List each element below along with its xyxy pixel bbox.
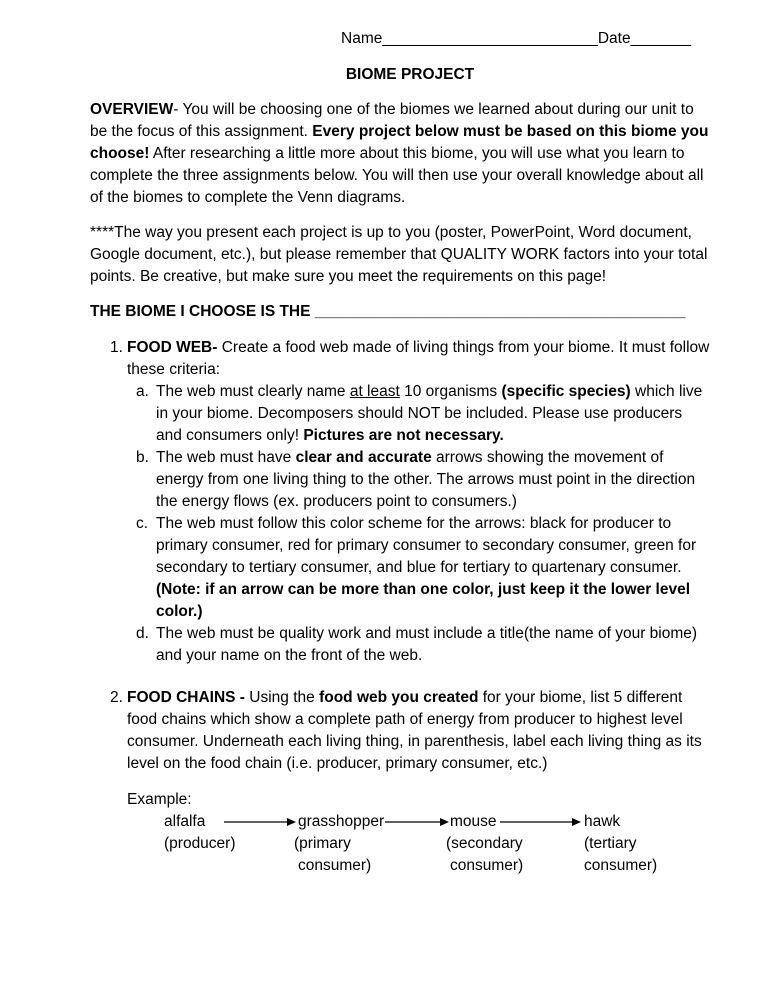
example-block xyxy=(127,789,710,877)
example-label: Example: xyxy=(127,791,192,808)
overview-text-2: After researching a little more about this biome, you will use what you learn to complete the three assignments below. You will then use your overall knowledge about all of the biomes to complete the Venn diagrams. xyxy=(90,145,704,206)
criterion-c xyxy=(90,513,710,623)
overview-label: OVERVIEW xyxy=(90,101,174,118)
section-text: for your biome, list 5 different food chains which show a complete path of energy from producer to highest level consumer. Underneath each living thing, in parenthesis, label each living thing as its level on the food chain (i.e. producer, primary consumer, etc.) xyxy=(127,689,702,772)
section-label: FOOD WEB- xyxy=(127,339,218,356)
section-bold: food web you created xyxy=(319,689,479,706)
criterion-text: The web must have xyxy=(156,449,296,466)
criterion-letter: d. xyxy=(136,625,149,642)
criterion-bold: (specific species) xyxy=(501,383,631,400)
criterion-text: The web must clearly name xyxy=(156,383,350,400)
organism-name: hawk xyxy=(584,813,621,830)
criterion-text: arrows showing the movement of energy from one living thing to the other. The arrows must point in the direction the energy flows (ex. producers point to consumers.) xyxy=(156,449,696,510)
organism-level: consumer) xyxy=(298,857,372,874)
criterion-text: 10 organisms xyxy=(399,383,502,400)
section-food-web xyxy=(90,337,710,667)
arrow-icon xyxy=(224,818,296,826)
section-label: FOOD CHAINS - xyxy=(127,689,250,706)
organism-name: mouse xyxy=(450,813,497,830)
criterion-a xyxy=(90,381,710,447)
overview-paragraph xyxy=(90,99,710,209)
section-intro-text: Create a food web made of living things from your biome. It must follow these criteria: xyxy=(127,339,710,378)
criterion-b xyxy=(90,447,710,513)
section-number: 2. xyxy=(110,689,123,706)
organism-level: consumer) xyxy=(450,857,524,874)
organism-name: alfalfa xyxy=(164,813,206,830)
page-title: BIOME PROJECT xyxy=(345,66,475,83)
worksheet-page xyxy=(90,28,710,877)
section-text: Using the xyxy=(249,689,320,706)
arrow-icon xyxy=(500,818,581,826)
criterion-bold: (Note: if an arrow can be more than one color, just keep it the lower level color.) xyxy=(156,581,691,620)
criterion-text: which live in your biome. Decomposers should NOT be included. Please use producers and consumers only! xyxy=(156,383,703,444)
organism-level: (primary xyxy=(294,835,351,852)
organism-level: consumer) xyxy=(584,857,658,874)
criterion-letter: b. xyxy=(136,449,149,466)
section-number: 1. xyxy=(110,339,123,356)
organism-name: grasshopper xyxy=(298,813,385,830)
chain-arrows xyxy=(127,811,647,841)
overview-text-1: - You will be choosing one of the biomes we learned about during our unit to be the focus of this assignment. xyxy=(90,101,694,140)
organism-level: (secondary xyxy=(446,835,523,852)
organism-level: (producer) xyxy=(164,835,236,852)
biome-choice-line: THE BIOME I CHOOSE IS THE ___________________________________________ xyxy=(90,303,686,320)
name-date-line: Name_________________________Date_______ xyxy=(341,30,691,47)
presentation-note: ****The way you present each project is up to you (poster, PowerPoint, Word document, Google document, etc.), but please remember that QUALITY WORK factors into your total points. Be creative, but make sure you meet the requirements on this page! xyxy=(90,224,708,285)
arrow-icon xyxy=(385,818,449,826)
criterion-underline: at least xyxy=(349,383,400,400)
section-intro xyxy=(127,337,710,381)
criterion-bold: clear and accurate xyxy=(295,449,432,466)
criterion-d xyxy=(90,623,710,667)
criterion-text: The web must be quality work and must include a title(the name of your biome) and your name on the front of the web. xyxy=(156,625,698,664)
section-food-chains xyxy=(90,687,710,775)
criterion-bold: Pictures are not necessary. xyxy=(303,427,504,444)
criterion-letter: c. xyxy=(136,515,149,532)
example-food-chain xyxy=(127,811,710,877)
organism-level: (tertiary xyxy=(584,835,637,852)
criterion-letter: a. xyxy=(136,383,149,400)
overview-emphasis: Every project below must be based on this biome you choose! xyxy=(90,123,709,162)
criterion-text: The web must follow this color scheme for the arrows: black for producer to primary consumer, red for primary consumer to secondary consumer, green for secondary to tertiary consumer, and blue for tertiary to quartenary consumer. xyxy=(156,515,697,576)
